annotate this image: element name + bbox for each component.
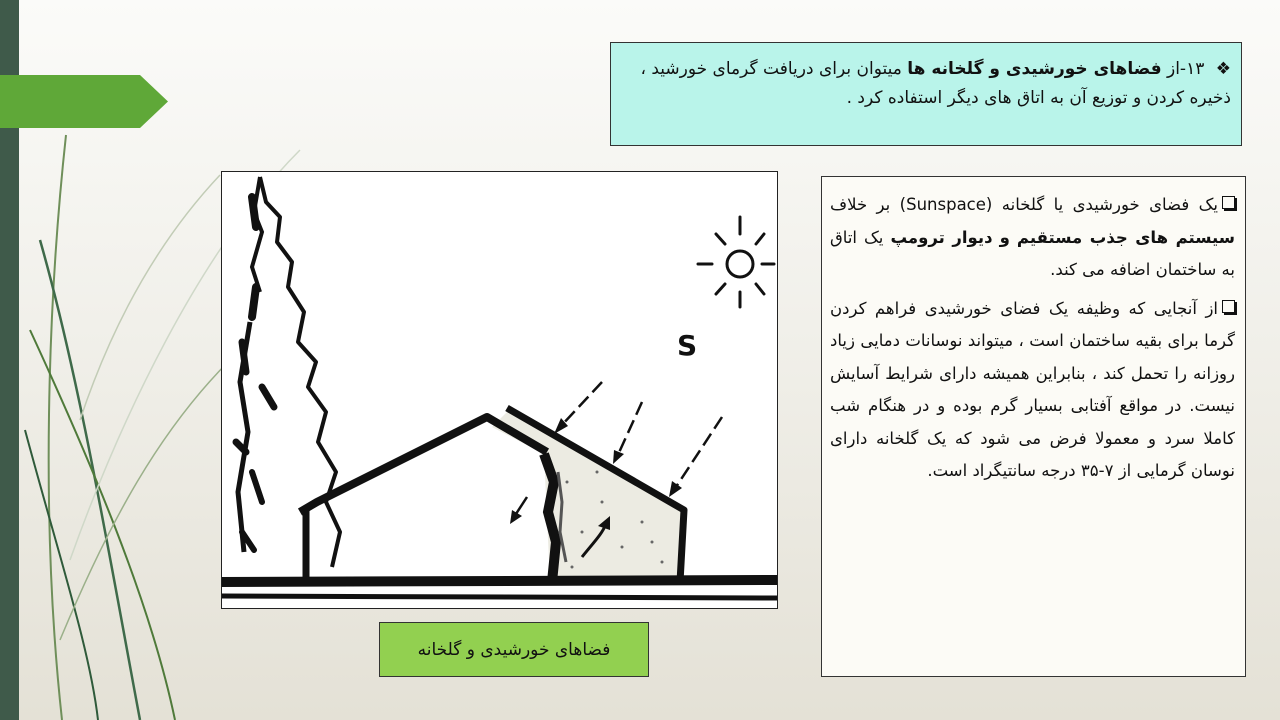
- paragraph-sunspace-temperature: [830, 293, 1235, 488]
- slide-title: [610, 42, 1242, 146]
- sunspace-drawing: [222, 172, 778, 609]
- diamond-star-icon: ❖: [1215, 59, 1231, 79]
- figure-caption: [379, 622, 649, 677]
- p1-part3: و: [999, 227, 1010, 247]
- checkbox-icon: [1222, 196, 1235, 209]
- sunspace-illustration: [221, 171, 778, 609]
- paragraph-sunspace-definition: [830, 189, 1235, 287]
- p1-part4: یک اتاق به ساختمان اضافه می کند.: [830, 227, 1235, 279]
- title-prefix: ۱۳-از: [1167, 59, 1205, 79]
- title-bold: فضاهای خورشیدی و گلخانه ها: [907, 59, 1162, 79]
- title-arrow-tab: [0, 75, 168, 128]
- p1-part2: بر خلاف: [830, 195, 891, 214]
- content-text-box: [821, 176, 1246, 677]
- p2-text: از آنجایی که وظیفه یک فضای خورشیدی فراهم کردن گرما برای بقیه ساختمان است ، میتواند نوسانات دمایی زیاد روزانه را تحمل کند ، بنابراین همیشه دارای شرایط آسایش نیست. در مواقع آفتابی بسیار گرم بوده و در هنگام شب کاملا سرد و معمولا فرض می شود که یک گلخانه دارای نوسان گرمایی از ۷-۳۵ درجه سانتیگراد است.: [830, 298, 1235, 480]
- p1-part1: یک فضای خورشیدی یا گلخانه (Sunspace): [899, 195, 1218, 214]
- p1-bold-direct-gain: سیستم های جذب مستقیم: [1016, 227, 1236, 247]
- caption-text: فضاهای خورشیدی و گلخانه: [417, 639, 611, 660]
- p1-bold-trombe-wall: دیوار ترومپ: [890, 227, 993, 247]
- sun-label: S: [677, 329, 698, 362]
- checkbox-icon: [1222, 300, 1235, 313]
- title-rest: میتوان برای دریافت گرمای خورشید ، ذخیره کردن و توزیع آن به اتاق های دیگر استفاده کرد .: [640, 59, 1231, 108]
